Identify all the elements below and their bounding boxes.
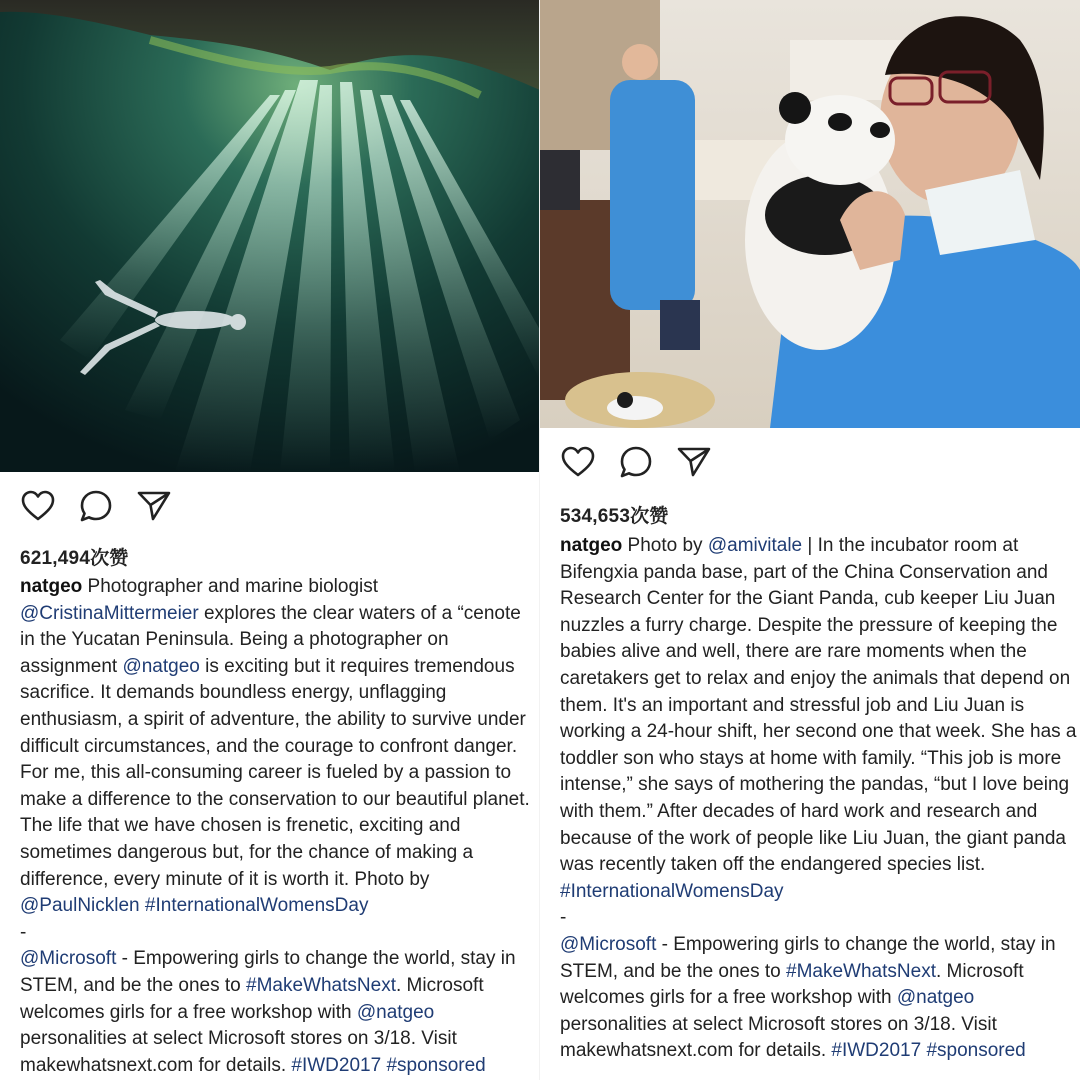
- caption-line: [560, 826, 1080, 853]
- caption-line: [20, 893, 540, 920]
- caption-text: nuzzles a furry charge. Despite the pressure of keeping the: [560, 614, 1058, 636]
- caption-line: [560, 586, 1080, 613]
- panda-keeper-photo[interactable]: [540, 0, 1080, 428]
- caption-line: [560, 772, 1080, 799]
- caption-text: | In the incubator room at: [802, 535, 1019, 556]
- caption-text: was recently taken off the endangered species list.: [560, 854, 986, 876]
- heart-icon[interactable]: [560, 444, 596, 480]
- hashtag-link[interactable]: #MakeWhatsNext: [786, 960, 936, 982]
- paper-plane-icon[interactable]: [676, 444, 712, 480]
- hashtag-link[interactable]: #InternationalWomensDay: [144, 895, 369, 917]
- hashtag-link[interactable]: #IWD2017: [291, 1054, 382, 1076]
- caption-text: makewhatsnext.com for details.: [20, 1054, 292, 1076]
- like-count[interactable]: 621,494次赞: [20, 548, 129, 569]
- caption-text: -: [560, 907, 567, 929]
- caption-line: [560, 746, 1080, 773]
- caption-text: because of the work of people like Liu Juan, the giant panda: [560, 827, 1066, 849]
- caption-line: [20, 813, 540, 840]
- caption-text: enthusiasm, a spirit of adventure, the ability to survive under: [20, 708, 526, 730]
- caption-line: [20, 973, 540, 1000]
- caption-text: welcomes girls for a free workshop with: [20, 1001, 357, 1023]
- caption-text: . Microsoft: [935, 960, 1024, 982]
- caption-line: [20, 946, 540, 973]
- caption-line: [560, 719, 1080, 746]
- like-count[interactable]: 534,653次赞: [560, 506, 669, 527]
- caption-text: working a 24-hour shift, her second one that week. She has a: [560, 721, 1077, 743]
- caption-line: [20, 1026, 540, 1053]
- caption-text: - Empowering girls to change the world, stay in: [656, 933, 1056, 955]
- caption-text: is exciting but it requires tremendous: [199, 655, 515, 677]
- post-actions: [560, 444, 712, 480]
- caption-text: makewhatsnext.com for details.: [560, 1040, 832, 1062]
- caption-line: [20, 734, 540, 761]
- caption-line: [560, 959, 1080, 986]
- caption-text: toddler son who stays at home with family. “This job is more: [560, 747, 1062, 769]
- hashtag-link[interactable]: #IWD2017: [831, 1040, 922, 1062]
- caption-text: sometimes dangerous but, for the chance of making a: [20, 841, 474, 863]
- hashtag-link[interactable]: #sponsored: [386, 1054, 486, 1076]
- caption-line: [560, 905, 1080, 932]
- username-link[interactable]: natgeo: [20, 576, 83, 597]
- mention-link[interactable]: @natgeo: [356, 1001, 435, 1023]
- caption-line: [20, 840, 540, 867]
- mention-link[interactable]: @PaulNicklen: [20, 895, 140, 917]
- caption-line: [20, 680, 540, 707]
- caption-text: STEM, and be the ones to: [20, 974, 247, 996]
- caption-text: Research Center for the Giant Panda, cub keeper Liu Juan: [560, 588, 1056, 610]
- caption-text: - Empowering girls to change the world, stay in: [116, 948, 516, 970]
- caption-line: [560, 932, 1080, 959]
- caption-line: [560, 666, 1080, 693]
- caption-text: For me, this all-consuming career is fueled by a passion to: [20, 762, 512, 784]
- caption-line: [560, 799, 1080, 826]
- caption-line: [560, 560, 1080, 587]
- caption-line: [560, 1012, 1080, 1039]
- caption-line: [20, 760, 540, 787]
- mention-link[interactable]: @amivitale: [707, 535, 803, 556]
- caption-line: [20, 867, 540, 894]
- caption-text: Bifengxia panda base, part of the China Conservation and: [560, 561, 1048, 583]
- caption-text: make a difference to the conservation to our beautiful planet.: [20, 788, 530, 810]
- caption-line: [560, 639, 1080, 666]
- mention-link[interactable]: @natgeo: [122, 655, 200, 677]
- mention-link[interactable]: @CristinaMittermeier: [20, 602, 199, 624]
- mention-link[interactable]: @natgeo: [896, 987, 975, 1009]
- caption-line: [20, 787, 540, 814]
- comment-bubble-icon[interactable]: [78, 488, 114, 524]
- worker-background: [610, 44, 700, 350]
- caption-text: them. It's an important and stressful job and Liu Juan is: [560, 694, 1025, 716]
- caption-text: personalities at select Microsoft stores on 3/18. Visit: [560, 1013, 997, 1035]
- post-right: [540, 0, 1080, 1080]
- caption-text: assignment: [20, 655, 123, 677]
- caption-line: [560, 985, 1080, 1012]
- caption-line: [560, 533, 1080, 560]
- mention-link[interactable]: @Microsoft: [20, 948, 117, 970]
- hashtag-link[interactable]: #InternationalWomensDay: [560, 880, 784, 902]
- cenote-diver-photo[interactable]: [0, 0, 540, 472]
- caption-text: Photo by: [622, 535, 708, 556]
- caption-line: [560, 852, 1080, 879]
- caption-text: STEM, and be the ones to: [560, 960, 787, 982]
- caption-text: welcomes girls for a free workshop with: [560, 987, 897, 1009]
- caption-text: Photographer and marine biologist: [82, 576, 379, 597]
- caption-line: [20, 1000, 540, 1027]
- caption-line: [560, 879, 1080, 906]
- caption-text: intense,” she says of mothering the pandas, “but I love being: [560, 774, 1070, 796]
- caption-text: in the Yucatan Peninsula. Being a photographer on: [20, 629, 449, 651]
- caption-line: [20, 920, 540, 947]
- post-caption: [20, 574, 540, 1079]
- caption-line: [20, 707, 540, 734]
- caption-line: [560, 693, 1080, 720]
- caption-text: caretakers get to relax and enjoy the animals that depend on: [560, 667, 1071, 689]
- heart-icon[interactable]: [20, 488, 56, 524]
- mention-link[interactable]: @Microsoft: [560, 933, 657, 955]
- caption-text: sacrifice. It demands boundless energy, unflagging: [20, 682, 447, 704]
- caption-text: . Microsoft: [395, 974, 484, 996]
- caption-line: [560, 613, 1080, 640]
- caption-line: [20, 654, 540, 681]
- caption-text: -: [20, 921, 27, 943]
- caption-text: personalities at select Microsoft stores on 3/18. Visit: [20, 1028, 457, 1050]
- caption-line: [20, 627, 540, 654]
- comment-bubble-icon[interactable]: [618, 444, 654, 480]
- hashtag-link[interactable]: #MakeWhatsNext: [246, 974, 396, 996]
- post-actions: [20, 488, 172, 524]
- caption-line: [20, 574, 540, 601]
- paper-plane-icon[interactable]: [136, 488, 172, 524]
- post-caption: [560, 533, 1080, 1065]
- caption-text: explores the clear waters of a “cenote: [198, 602, 521, 624]
- caption-text: with them.” After decades of hard work and research and: [560, 800, 1038, 822]
- caption-line: [560, 1038, 1080, 1065]
- caption-line: [20, 1053, 540, 1080]
- caption-text: The life that we have chosen is frenetic, exciting and: [20, 815, 461, 837]
- caption-text: babies alive and well, there are rare moments when the: [560, 641, 1027, 663]
- caption-text: difficult circumstances, and the courage to confront danger.: [20, 735, 518, 757]
- caption-line: [20, 601, 540, 628]
- hashtag-link[interactable]: #sponsored: [926, 1040, 1026, 1062]
- username-link[interactable]: natgeo: [560, 535, 623, 556]
- caption-text: difference, every minute of it is worth it. Photo by: [20, 868, 430, 890]
